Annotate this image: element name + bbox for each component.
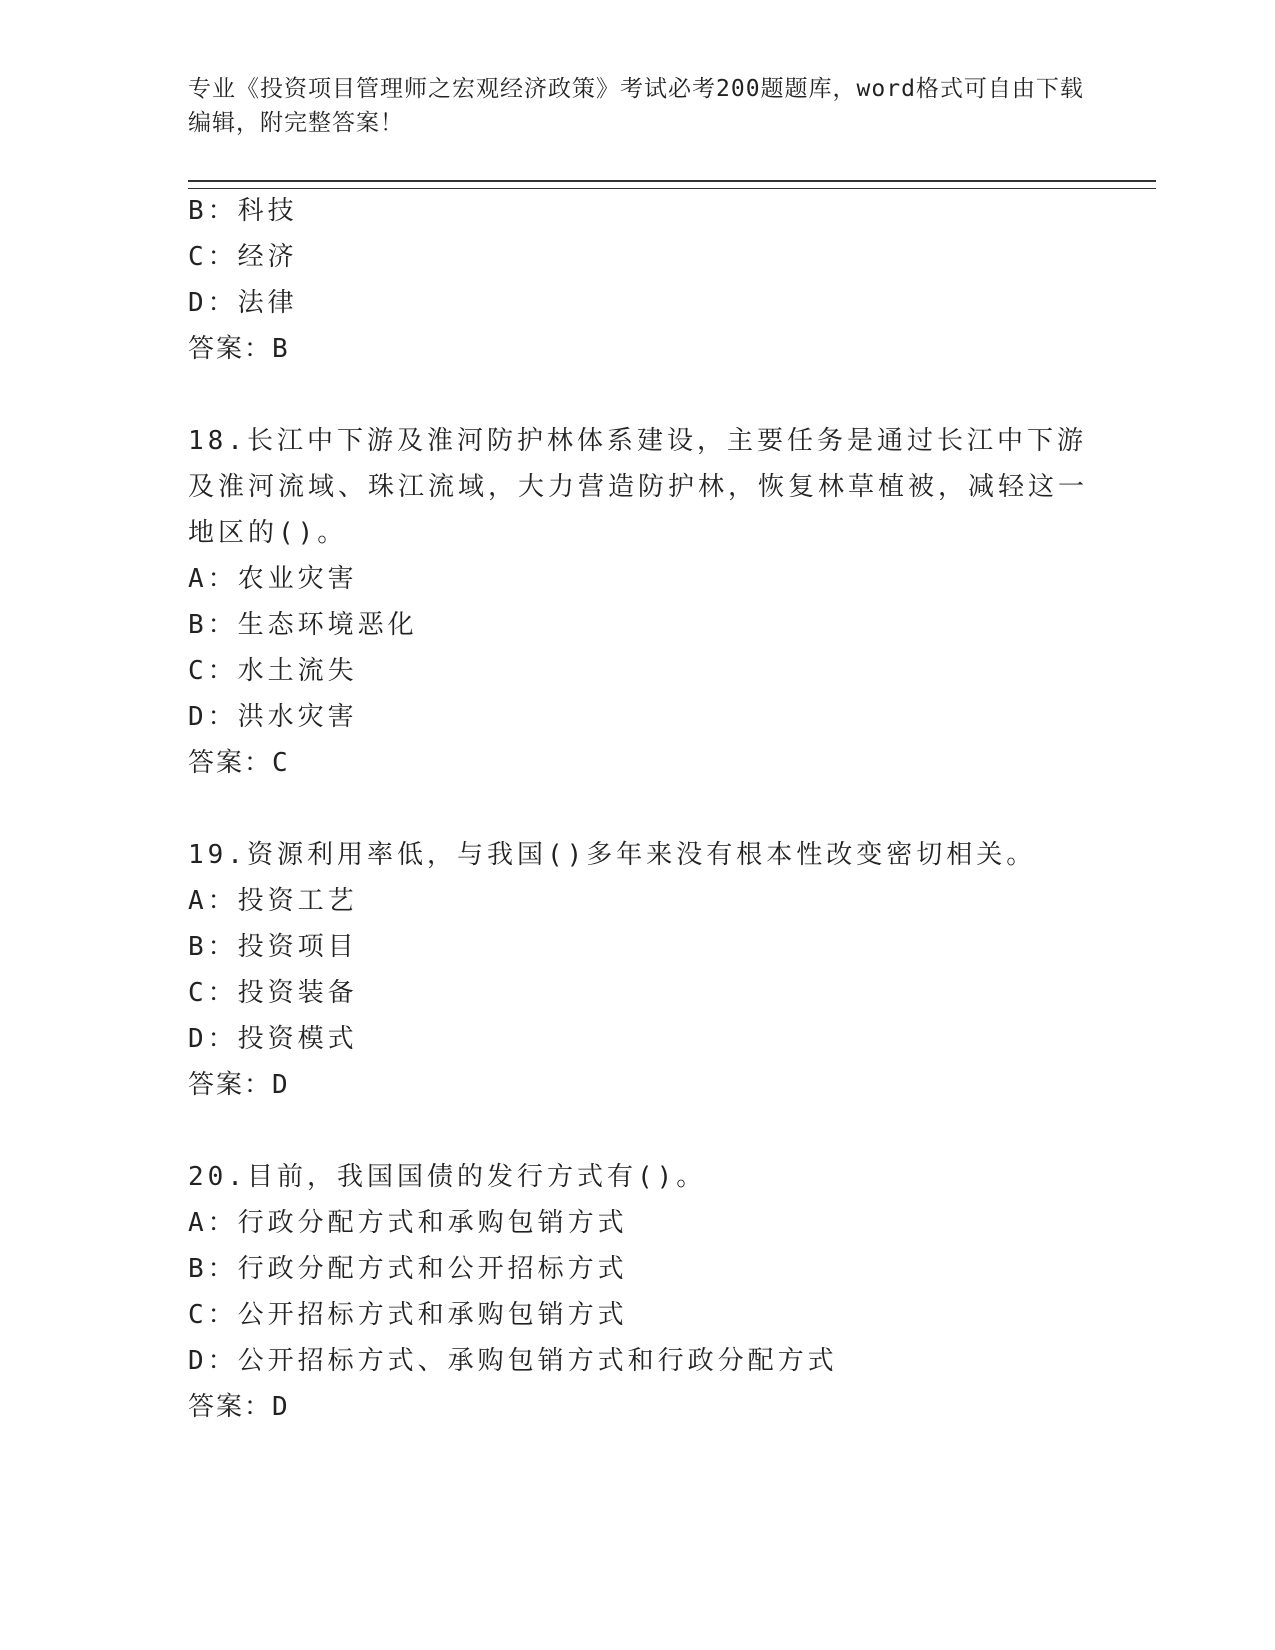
option-a: A：投资工艺	[188, 886, 358, 916]
question-stem: 19.资源利用率低，与我国()多年来没有根本性改变密切相关。	[188, 840, 1037, 870]
option-d: D：投资模式	[188, 1024, 358, 1054]
option-c: C：经济	[188, 242, 298, 272]
option-b: B：科技	[188, 196, 298, 226]
question-stem: 20.目前，我国国债的发行方式有()。	[188, 1162, 707, 1192]
option-b: B：投资项目	[188, 932, 358, 962]
option-b: B：生态环境恶化	[188, 610, 418, 640]
question-list	[188, 188, 1088, 1430]
option-c: C：公开招标方式和承购包销方式	[188, 1300, 628, 1330]
partial-question	[188, 188, 1088, 372]
question-18	[188, 418, 1088, 786]
question-19	[188, 832, 1088, 1108]
answer-line: 答案：D	[188, 1070, 290, 1100]
answer-line: 答案：C	[188, 748, 290, 778]
option-b: B：行政分配方式和公开招标方式	[188, 1254, 628, 1284]
option-a: A：行政分配方式和承购包销方式	[188, 1208, 628, 1238]
option-a: A：农业灾害	[188, 564, 358, 594]
question-stem: 18.长江中下游及淮河防护林体系建设，主要任务是通过长江中下游及淮河流域、珠江流域，大力营造防护林，恢复林草植被，减轻这一地区的()。	[188, 426, 1089, 548]
question-20	[188, 1154, 1088, 1430]
option-d: D：洪水灾害	[188, 702, 358, 732]
document-header: 专业《投资项目管理师之宏观经济政策》考试必考200题题库，word格式可自由下载编辑，附完整答案！	[188, 76, 1084, 136]
option-d: D：法律	[188, 288, 298, 318]
option-d: D：公开招标方式、承购包销方式和行政分配方式	[188, 1346, 838, 1376]
answer-line: 答案：B	[188, 334, 290, 364]
option-c: C：水土流失	[188, 656, 358, 686]
answer-line: 答案：D	[188, 1392, 290, 1422]
option-c: C：投资装备	[188, 978, 358, 1008]
